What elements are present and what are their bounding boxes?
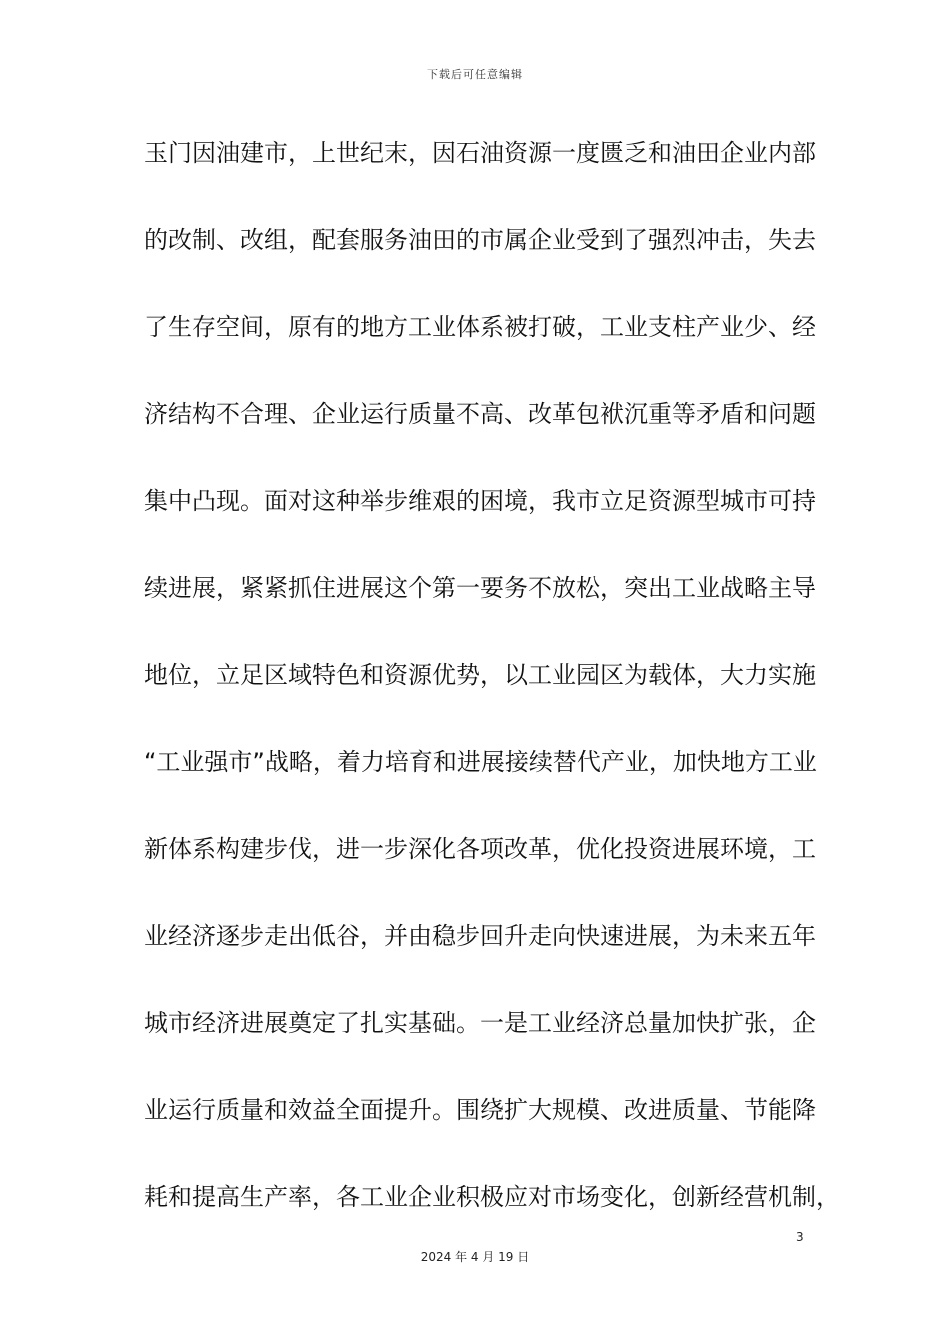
body-line: 城市经济进展奠定了扎实基础。一是工业经济总量加快扩张，企 <box>144 1009 816 1037</box>
body-line: 的改制、改组，配套服务油田的市属企业受到了强烈冲击，失去 <box>144 226 816 254</box>
body-line: 业运行质量和效益全面提升。围绕扩大规模、改进质量、节能降 <box>144 1096 816 1124</box>
body-line: “工业强市”战略，着力培育和进展接续替代产业，加快地方工业 <box>144 748 817 776</box>
body-line: 地位，立足区域特色和资源优势，以工业园区为载体，大力实施 <box>144 661 816 689</box>
page-number: 3 <box>796 1230 804 1244</box>
body-line: 玉门因油建市，上世纪末，因石油资源一度匮乏和油田企业内部 <box>144 139 816 167</box>
footer-date: 2024 年 4 月 19 日 <box>420 1250 530 1264</box>
body-line: 济结构不合理、企业运行质量不高、改革包袱沉重等矛盾和问题 <box>144 400 816 428</box>
body-line: 续进展，紧紧抓住进展这个第一要务不放松，突出工业战略主导 <box>144 574 816 602</box>
body-line: 业经济逐步走出低谷，并由稳步回升走向快速进展，为未来五年 <box>144 922 816 950</box>
body-line: 耗和提高生产率，各工业企业积极应对市场变化，创新经营机制， <box>144 1183 840 1211</box>
header-note: 下载后可任意编辑 <box>427 68 523 81</box>
body-line: 集中凸现。面对这种举步维艰的困境，我市立足资源型城市可持 <box>144 487 816 515</box>
body-line: 了生存空间，原有的地方工业体系被打破，工业支柱产业少、经 <box>144 313 816 341</box>
body-line: 新体系构建步伐，进一步深化各项改革，优化投资进展环境，工 <box>144 835 816 863</box>
